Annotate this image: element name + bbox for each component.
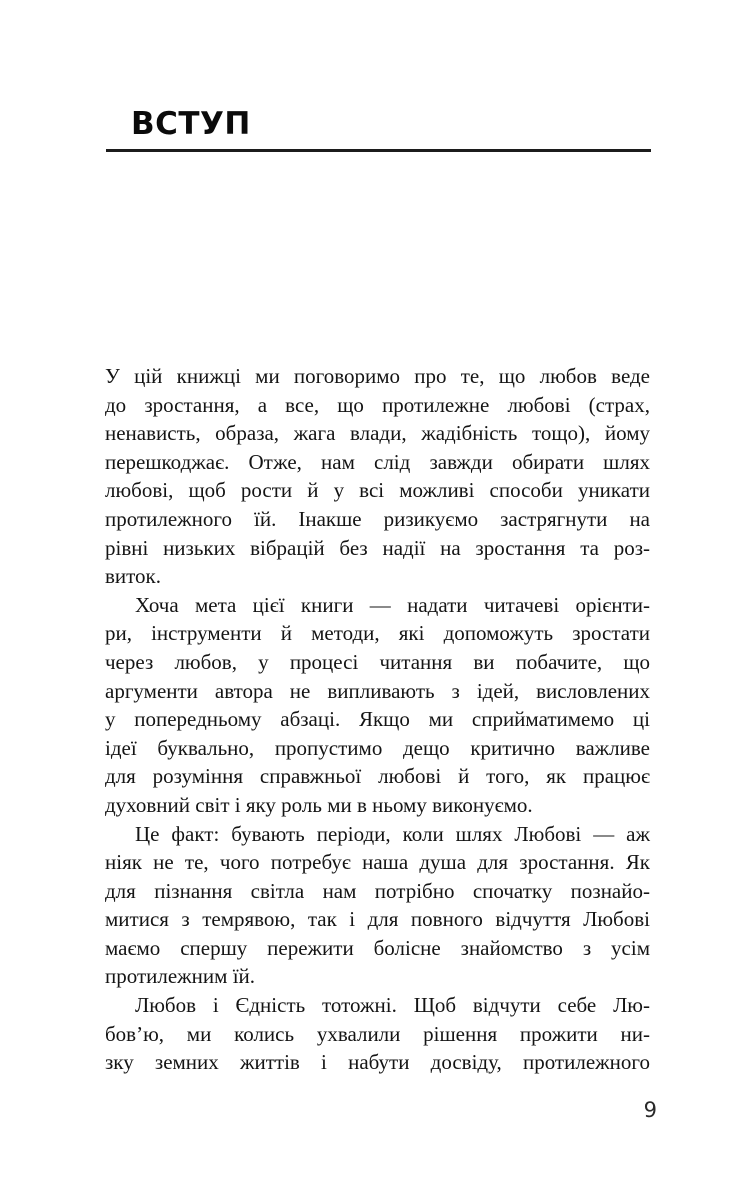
text-line: Хоча мета цієї книги — надати читачеві орієнти-	[135, 592, 650, 617]
paragraph	[105, 820, 650, 992]
body-text	[105, 362, 650, 1077]
text-line: Любов і Єдність тотожні. Щоб відчути себе Лю-	[135, 993, 650, 1018]
text-line: для розуміння справжньої любові й того, як працює	[105, 764, 650, 789]
text-line: митися з темрявою, так і для повного відчуття Любові	[105, 907, 650, 932]
text-line: ідеї буквально, пропустимо дещо критично важливе	[105, 735, 650, 760]
text-line: Це факт: бувають періоди, коли шлях Любові — аж	[135, 821, 650, 846]
text-line: духовний світ і яку роль ми в ньому виконуємо.	[105, 792, 533, 817]
text-line: У цій книжці ми поговоримо про те, що любов веде	[105, 364, 650, 388]
paragraph	[105, 591, 650, 820]
text-line: аргументи автора не випливають з ідей, висловлених	[105, 678, 650, 703]
title-rule	[106, 149, 651, 152]
text-line: маємо спершу пережити болісне знайомство з усім	[105, 935, 650, 960]
page-number: 9	[643, 1098, 657, 1122]
text-line: у попередньому абзаці. Якщо ми сприйматимемо ці	[105, 707, 650, 732]
text-line: до зростання, а все, що протилежне любові (страх,	[105, 392, 650, 417]
text-line: рівні низьких вібрацій без надії на зростання та роз-	[105, 535, 650, 560]
text-line: ніяк не те, чого потребує наша душа для зростання. Як	[105, 850, 650, 875]
text-line: бов’ю, ми колись ухвалили рішення прожити ни-	[105, 1021, 650, 1046]
text-line: зку земних життів і набути досвіду, протилежного	[105, 1050, 650, 1075]
text-line: протилежним їй.	[105, 964, 256, 989]
text-line: виток.	[105, 564, 162, 589]
text-line: для пізнання світла нам потрібно спочатку познайо-	[105, 878, 650, 903]
text-line: перешкоджає. Отже, нам слід завжди обирати шлях	[105, 449, 650, 474]
text-line: ри, інструменти й методи, які допоможуть зростати	[105, 621, 650, 646]
paragraph	[105, 362, 650, 591]
chapter-title: ВСТУП	[131, 106, 251, 142]
text-line: ненависть, образа, жага влади, жадібність тощо), йому	[105, 421, 650, 446]
text-line: через любов, у процесі читання ви побачите, що	[105, 649, 650, 674]
paragraph	[105, 991, 650, 1077]
text-line: любові, щоб рости й у всі можливі способи уникати	[105, 478, 650, 503]
text-line: протилежного їй. Інакше ризикуємо застрягнути на	[105, 506, 650, 531]
